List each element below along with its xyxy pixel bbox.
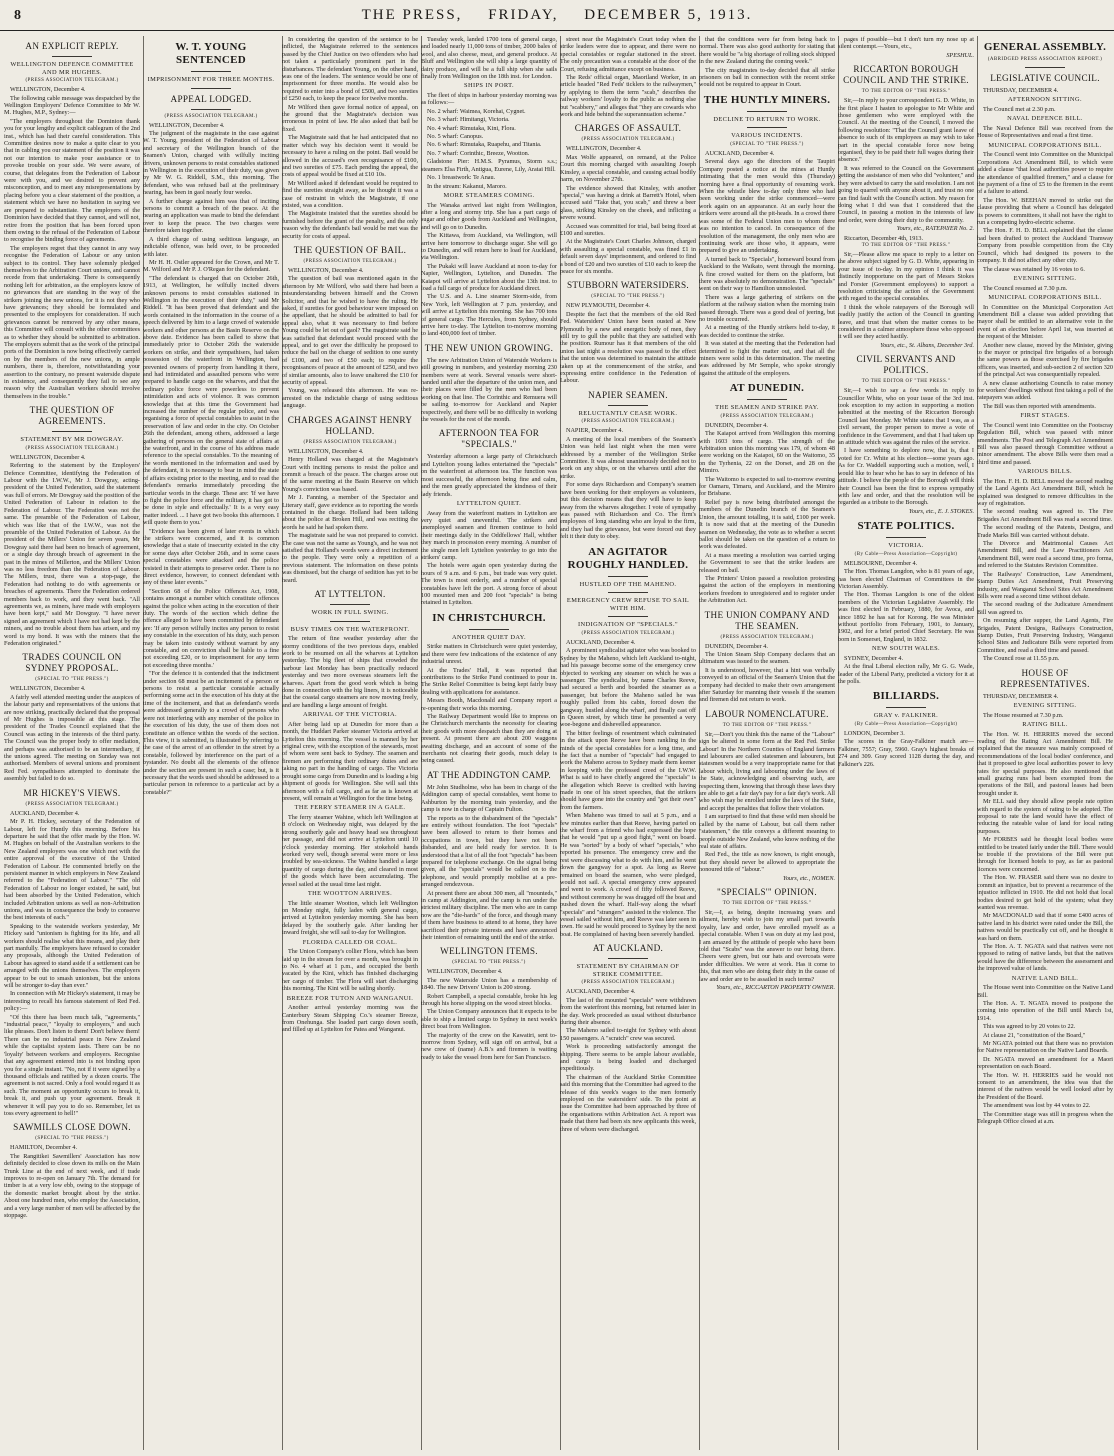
article-paragraph: The Naval Defence Bill was received from the House of Representatives and read a first time. bbox=[977, 125, 1113, 140]
masthead bbox=[0, 4, 1114, 31]
article-paragraph: The fleet of ships in harbour yesterday morning was as follows:— bbox=[421, 92, 557, 107]
article-paragraph: The Bill was then reported with amendments. bbox=[983, 402, 1096, 410]
article-paragraph: The judgment of the magistrate in the case against W. T. Young, president of the Federation of Labour and secretary of the Wellington branch of the Seamen's Union, charged with wilfully inciting drivers, unknown persons to resist constables stationed in Wellington in the execution of their duty, was given by Mr W. G. Riddell, S.M., this morning. The defendant, who was refused bail at the preliminary hearing, has been in gaol nearly four weeks. bbox=[143, 130, 279, 197]
section-divider bbox=[52, 431, 92, 432]
article-headline: CHARGES AGAINST HENRY HOLLAND. bbox=[287, 414, 413, 436]
article-paragraph: WELLINGTON, December 4. bbox=[288, 266, 364, 274]
article-paragraph: AUCKLAND, December 4. bbox=[566, 988, 636, 996]
article-headline: W. T. YOUNG SENTENCED bbox=[175, 41, 247, 66]
article-subheading: VARIOUS INCIDENTS. bbox=[731, 132, 803, 140]
column-6 bbox=[699, 36, 835, 1450]
article-paragraph: Another new clause, moved by the Minister, giving to the mayor or principal fire brigades of a borough the same powers as those exercised by fire brigades officers, was inserted, and sub-section 2 of section 320 of the principal Act was consequentially repealed. bbox=[977, 341, 1113, 379]
article-headline: APPEAL LODGED. bbox=[170, 93, 252, 104]
article-subheading: GRAY v. FALKINER. bbox=[873, 712, 939, 720]
article-subheading: VARIOUS BILLS. bbox=[1017, 468, 1073, 476]
article-paragraph: Referring to the statement by the Employers' Defence Committee, identifying the Federation of Labour with the I.W.W., Mr J. Dowgray, acting-president of the United Federation, said the statement was full of errors. Mr Dowgray said the position of the United Federation of Labour in relation to the Federation of Labour. The Federation was not the same. The preamble of the Federation of Labour, which was like that of the I.W.W., was not the preamble of the United Federation of Labour. As the president of the Millers' Union for seven years, Mr Dowgray said there had been no breach of agreement, or a single day through breach of agreement in the past in the mines of Millerton, and the Millers' Union was no less freedom than the Federation of Labour. The Millers, trust, there was a stop-page, the Federation had nothing to do with agreements or breaches of agreements. There the Federation ordered members back to work, and they went back. "All agreements we, as miners, have made with employers have been kept," said Mr Dowgray. "I have never signed an agreement which I have not had kept by the miners, and no trouble about them has arisen, and my word is my bond. It was with the miners that the Federation originated." bbox=[4, 462, 140, 647]
article-headline: THE HUNTLY MINERS. bbox=[703, 93, 831, 106]
article-subheading: STATEMENT BY MR DOWGRAY. bbox=[20, 436, 124, 444]
article-headline: RICCARTON BOROUGH COUNCIL AND THE STRIKE. bbox=[843, 64, 969, 86]
article-headline: NAPIER SEAMEN. bbox=[588, 389, 668, 400]
article-paragraph: The Maheno sailed to-night for Sydney with about 150 passengers. A "scratch" crew was secured. bbox=[560, 1027, 696, 1042]
paper-name: THE PRESS, bbox=[361, 7, 463, 23]
article-subheading: THE SEAMEN AND STRIKE PAY. bbox=[715, 404, 819, 412]
article-paragraph: The Hon. W. H. HERRIES said he would not consent to an amendment, the idea was that the interest of the natives would be well looked after by the President of the Board. bbox=[977, 1071, 1113, 1101]
article-paragraph: Sir,—Please allow me space to reply to a letter on the above subject signed by G. D. White, appearing in your issue of to-day. In my opinion I think it was distinctly inopportune on the part of Messrs Stokes and Forster (Government employees) to support a resolution criticising the action of the Government with regard to the special constables. bbox=[838, 250, 974, 303]
article-paragraph: In considering the question of the sentence to be inflicted, the Magistrate referred to the sentences passed by the Chief Justice on two offenders who had not taken a particularly prominent part in the disturbances. The defendant Young, on the other hand, was one of the leaders. The sentence would be one of imprisonment for three months. He would also be required to enter into a bond of £500, and two sureties of £250 each, to keep the peace for twelve months. bbox=[282, 36, 418, 103]
article-subheading: NEW SOUTH WALES. bbox=[871, 645, 941, 653]
column-3 bbox=[282, 36, 418, 1450]
article-paragraph: Gladstone Pier: H.M.S. Pyramus, Storm s.s.; steamers Elsa Firth, Antigua, Eurene, Lily, Aratai Hill. bbox=[421, 158, 557, 173]
letter-signature: Yours, etc., RATEPAYER No. 2. bbox=[896, 225, 974, 233]
article-paragraph: The second reading of the Judicature Amendment Bill was agreed to. bbox=[977, 601, 1113, 616]
dateline-source: (PRESS ASSOCIATION TELEGRAM.) bbox=[164, 113, 258, 119]
article-paragraph: The Hon. A. T. NGATA moved to postpone the coming into operation of the Bill until March 1st, 1914. bbox=[977, 999, 1113, 1022]
article-paragraph: No. 2 wharf: Waimea, Korehai, Cygnet. bbox=[427, 107, 526, 115]
article-paragraph: Red Fed., the title as now known, is right enough, but they should never be allowed to appropriate the honoured title of "labour." bbox=[699, 851, 835, 874]
article-headline: THE UNION COMPANY AND THE SEAMEN. bbox=[704, 609, 830, 631]
section-divider bbox=[747, 399, 787, 400]
article-headline: THE QUESTION OF BAIL. bbox=[293, 244, 407, 255]
article-paragraph: A turned back to "Specials", homeward bound from Auckland to the Waikato, went through the morning. A fine crowd waited for them on the platform, but there was absolutely no demonstration. The "specials" went on their way to Hamilton unmolested. bbox=[699, 255, 835, 293]
article-paragraph: Mr MACDONALD said that if some £400 acres of native land in his district were rated under the Bill, the natives would be practically cut off, and he thought it was hard on them. bbox=[977, 912, 1113, 942]
article-subheading: NATIVE LAND BILL. bbox=[1011, 974, 1079, 982]
article-paragraph: No. 3 wharf: Himitangi, Victoria. bbox=[427, 116, 510, 124]
article-subheading: IMPRISONMENT FOR THREE MONTHS. bbox=[147, 76, 275, 83]
article-paragraph: The Union Steam Ship Company declares that an ultimatum was issued to the seamen. bbox=[699, 650, 835, 666]
article-subheading: MUNICIPAL CORPORATIONS BILL. bbox=[988, 293, 1102, 301]
article-paragraph: Strike matters in Christchurch were quiet yesterday, and there were few indications of the existence of any industrial unrest. bbox=[421, 643, 557, 666]
article-paragraph: The Union Company announces that it expects to be able to ship a limited cargo to Sydney in next week's direct boat from Wellington. bbox=[421, 1008, 557, 1031]
article-subheading: INDIGNATION OF "SPECIALS." bbox=[578, 621, 678, 629]
article-subheading: RATING BILL. bbox=[1022, 720, 1068, 728]
article-paragraph: The Hon. Thomas Langdon, who is 81 years of age, has been elected Chairman of Committees in the Victorian Assembly. bbox=[838, 568, 974, 590]
article-headline: STUBBORN WATERSIDERS. bbox=[566, 280, 689, 291]
section-divider bbox=[886, 537, 926, 538]
article-paragraph: I think the whole ratepayers of the Borough will readily justify the action of the Council in granting leave, and trust that when the matter comes to be considered in a calmer atmosphere those who opposed it will see they acted hastily. bbox=[838, 303, 974, 341]
article-paragraph: The evidence showed that Kinsley, with another "special," was having a drink at Barrett's Hotel, when accused said "Take that, you scab," and threw a beer glass, striking Kinsley on the cheek, and inflicting a severe wound. bbox=[560, 184, 696, 222]
article-paragraph: Young, was released this afternoon. He was re-arrested on the indictable charge of using seditious language. bbox=[282, 387, 418, 410]
article-paragraph: The question of bail was mentioned again in the afternoon by Mr Wilford, who said there had been a misunderstanding between himself and the Crown Solicitor, and that he wished to have the ruling. He asked, if sureties for good behaviour were imposed on the appellant, that he should be admitted to bail for appeal also, what it was necessary to find before Young could be let out of gaol? The magistrate said he was satisfied that defendant would proceed with the appeal, and to get over the difficulty he proposed to reduce the bail on the charge of sedition to one surety of £100, and two of £50 each; to require the recognisances of peace at the amount of £250, and two of similar amounts, also to leave unaltered the £10 for security of appeal. bbox=[282, 275, 418, 387]
article-subheading: MUNICIPAL CORPORATIONS BILL. bbox=[988, 141, 1102, 149]
section-divider bbox=[608, 592, 648, 593]
article-paragraph: The last of the mounted "specials" were withdrawn from the waterfront this morning, but returned later in the day. Work proceeded as usual without disturbance during their absence. bbox=[560, 996, 696, 1026]
article-paragraph: The Council rose at 11.55 p.m. bbox=[983, 655, 1060, 663]
section-divider bbox=[330, 604, 370, 605]
article-paragraph: No. 4 wharf: Rimutaka, Kini, Flora. bbox=[427, 124, 516, 132]
article-paragraph: WELLINGTON, December 4. bbox=[10, 453, 86, 461]
article-paragraph: The amendment was lost by 44 votes to 22. bbox=[983, 1102, 1091, 1110]
article-paragraph: LONDON, December 3. bbox=[844, 730, 905, 737]
dateline-source: (SPECIAL TO "THE PRESS.") bbox=[452, 960, 526, 966]
section-divider bbox=[191, 71, 231, 72]
article-paragraph: Henry Holland was charged at the Magistrate's Court with inciting persons to resist the police and commit a breach of the peace. The charges arose out of the same meeting at the Basin Reserve on which Young's conviction was based. bbox=[282, 456, 418, 493]
article-subheading: THE FERRY STEAMER IN A GALE. bbox=[294, 804, 406, 812]
article-paragraph: In connection with Mr Hickey's statement, it may be interesting to recall his famous statement of Red Fed. policy:— bbox=[4, 990, 140, 1013]
article-paragraph: WELLINGTON, December 4. bbox=[149, 121, 225, 129]
article-paragraph: No. 1 breastwork: Te Anau. bbox=[427, 174, 496, 182]
article-paragraph: Mr J. Fanning, a member of the Spectator and Literary staff, gave evidence as to reporting the words contained in the charge. Holland had been talking about the police at Broken Hill, and was reciting the words he said he had spoken there. bbox=[282, 494, 418, 531]
column-4 bbox=[421, 36, 557, 1450]
article-headline: AT AUCKLAND. bbox=[592, 943, 664, 954]
article-paragraph: MELBOURNE, December 4. bbox=[844, 559, 918, 567]
article-paragraph: Sir,—I, as being, despite increasing years and ailment, hereby wish to join my small part towards loyalty, law and order, have enrolled myself as a special constable. When I was on duty at my last post, I am amazed by the attitude of people who have been told that "Scabs" was the answer to our being there. Cheers were given, but our hats and overcoats were under difficulties. We were at work. Has it come to this, that men who are doing their duty in the cause of law and order are to be assailed in such terms? bbox=[699, 908, 835, 983]
article-paragraph: Sir,—I wish to say a few words in reply to Councillor White, who on your issue of the 3rd inst. took exception to my action in supporting a motion submitted at the meeting of the Riccarton Borough Council last Monday. Mr White states that I was, as a civil servant, the proper person to move a vote of confidence in the Government, and that I had taken up an attitude which was against the rules of the service. bbox=[838, 387, 974, 447]
article-paragraph: The Reds' official organ, Maoriland Worker, in an article headed "Red Feds' ticklers to the railwaymen," by applying to them the term "scab," describes the railway workers' loyalty to the public as nothing else but "scabbery," and alleges that "they are cowards who work and hide behind the superannuation scheme." bbox=[560, 74, 696, 119]
article-paragraph: Mr John Studholme, who has been in charge of the Addington camp of special constables, went home to Ashburton by the morning train yesterday, and the camp is now in charge of Captain Fulton. bbox=[421, 783, 557, 814]
article-paragraph: No. 5 wharf: Canopus. bbox=[427, 133, 484, 141]
article-paragraph: Mr NGATA pointed out that there was no provision for Native representation on the Native Land Boards. bbox=[977, 1040, 1113, 1055]
article-paragraph: Mr H. H. Ostler appeared for the Crown, and Mr T. M. Wilford and Mr P. J. O'Regan for the defendant. bbox=[143, 258, 279, 274]
article-paragraph: The clause was retained by 16 votes to 6. bbox=[983, 265, 1085, 273]
article-paragraph: The city magistrates to-day decided that all strike prisoners on bail in connection with the recent strike would not be required to appear in Court. bbox=[699, 66, 835, 89]
article-paragraph: DUNEDIN, December 4. bbox=[705, 421, 768, 429]
article-paragraph: The ferry steamer Wahine, which left Wellington at 8 o'clock on Wednesday night, was delayed by the strong southerly gale and heavy head sea throughout her passage, and did not arrive at Lyttelton until 10 o'clock yesterday morning. Her stokehold hands worked very well, though several were more or less troubled by sea-sickness. The Wahine handled a large quantity of cargo during the day, and cleared in most of the goods which have been accumulating. The vessel sailed at the usual time last night. bbox=[282, 813, 418, 888]
article-paragraph: WELLINGTON, December 4. bbox=[288, 447, 364, 455]
dateline-source: TO THE EDITOR OF "THE PRESS." bbox=[861, 242, 951, 248]
article-paragraph: NAPIER, December 4. bbox=[566, 427, 624, 435]
article-headline: THE NEW UNION GROWING. bbox=[424, 342, 554, 353]
article-headline: AFTERNOON TEA FOR "SPECIALS." bbox=[438, 428, 540, 450]
article-paragraph: The Divorce and Matrimonial Causes Act Amendment Bill, and the Law Practitioners Act Amendment Bill, were read a second time, pro forma, and referred to the Statutes Revision Committee. bbox=[977, 540, 1113, 570]
letter-signature: Yours, etc., St. Albans, December 3rd. bbox=[880, 341, 974, 349]
article-paragraph: Mr FORBES said he thought local bodies were entitled to be treated fairly under the Bill. There would be trouble if the provisions of the Bill were put through for licensed hotels to pay, as far as pastoral licences were concerned. bbox=[977, 836, 1113, 873]
article-headline: STATE POLITICS. bbox=[857, 520, 955, 533]
dateline-source: (PRESS ASSOCIATION TELEGRAM.) bbox=[581, 137, 675, 143]
article-paragraph: At a meeting of the Huntly strikers held to-day, it was decided to continue the strike. bbox=[699, 324, 835, 339]
article-paragraph: The Hon. W. FRASER said there was no desire to commit an injustice, but to prevent a recurrence of the injustice inflicted in 1910. He did not hold that local bodies desired to get hold of the system; what they wanted was revenue. bbox=[977, 874, 1113, 911]
section-divider bbox=[1025, 67, 1065, 68]
article-paragraph: DUNEDIN, December 4. bbox=[705, 642, 768, 650]
article-paragraph: WELLINGTON, December 4. bbox=[10, 86, 86, 94]
article-paragraph: The Railways' Construction, Law Amendment, Stamp Duties Act Amendment, Fruit Preserving Industry, and Wanganui School Sites Act Amendment Bills were read a second time without debate. bbox=[977, 570, 1113, 600]
article-paragraph: HAMILTON, December 4. bbox=[10, 1144, 78, 1152]
page-number: 8 bbox=[14, 8, 21, 23]
article-paragraph: In the stream: Kakanui, Maroro. bbox=[427, 182, 507, 190]
article-paragraph: A new clause authorising Councils to raise money for workers' dwellings without first taking a poll of the ratepayers was added. bbox=[977, 379, 1113, 402]
article-paragraph: Speaking to the waterside workers yesterday, Mr Hickey said "unionism is fighting for its life, and all workers should realise what this means, and play their part manfully. The employers have refused to consider any proposals, although the United Federation of Labour has agreed to stand aside if a settlement can be arranged with the unions themselves. The employers appear to be out to smash unionism, but the unions will be stronger to-day than ever." bbox=[4, 922, 140, 990]
article-subheading: EVENING SITTING. bbox=[1013, 274, 1077, 282]
column-2 bbox=[143, 36, 279, 1450]
article-paragraph: Accused was committed for trial, bail being fixed at £100 and sureties. bbox=[560, 222, 696, 237]
dateline-source: (PRESS ASSOCIATION TELEGRAM.) bbox=[25, 78, 119, 84]
article-paragraph: NEW PLYMOUTH, December 4. bbox=[566, 302, 650, 310]
issue-date: DECEMBER 5, 1913. bbox=[584, 7, 753, 23]
column-7 bbox=[838, 36, 974, 1450]
article-subheading: EVENING SITTING. bbox=[1013, 701, 1077, 709]
article-paragraph: The Railway Department would like to impress on the Christchurch merchants the necessity for clearing their goods with more despatch than they are doing at present. At present there are about 200 waggons awaiting discharge, and an account of some of the merchants not clearing their goods, much delay is being caused. bbox=[421, 713, 557, 765]
article-paragraph: Messrs Booth, Macdonald and Company report a re-opening their works this morning. bbox=[421, 697, 557, 712]
article-paragraph: The Hon. W. BEEHAN moved to strike out the clause providing that where a Council has delegated its powers to committees, it shall not have the right to run a competing hydro-electric scheme. bbox=[977, 196, 1113, 227]
article-subheading: STATEMENT BY CHAIRMAN OF STRIKE COMMITTEE. bbox=[576, 963, 680, 978]
article-paragraph: The Committee stage was still in progress when the Telegraph Office closed at a.m. bbox=[977, 1110, 1113, 1126]
article-paragraph: The second reading of the Patents, Designs, and Trade Marks Bill was carried without debate. bbox=[977, 524, 1113, 539]
article-paragraph: At clause 21, "constitution of the Board," bbox=[983, 1031, 1086, 1039]
article-headline: AN EXPLICIT REPLY. bbox=[25, 41, 119, 51]
section-divider bbox=[52, 56, 92, 57]
article-subheading: HUSTLED OFF THE MAHENO. bbox=[579, 580, 677, 588]
article-subheading: AFTERNOON SITTING. bbox=[1008, 96, 1082, 104]
column-1 bbox=[4, 36, 140, 1450]
article-paragraph: street near the Magistrate's Court today when the strike leaders were due to appear, and there were no special constables or regular stationed in the street. The only precaution was a constable at the door of the Court, refusing admittance except on business. bbox=[560, 36, 696, 73]
article-paragraph: A meeting of the local members of the Seamen's Union was held last night when the men were addressed by a member of the Wellington Strike Committee. It was almost unanimously decided not to work on any ships, or on the wharves until after the strike. bbox=[560, 435, 696, 480]
article-headline: HOUSE OF REPRESENTATIVES. bbox=[1000, 667, 1090, 689]
article-paragraph: The Wanaka arrived last night from Wellington, after a long and stormy trip. She has a part cargo of sugar and other goods from Auckland and Wellington, and will go on to Dunedin. bbox=[421, 201, 557, 231]
article-paragraph: At present there are about 300 men, all "mounteds," in camp at Addington, and the camp is run under the strictest military discipline. The men who are in camp now are the "die-hards" of the force, and though many of them have business to attend to at home, they have sacrificed their private interests and have announced their intention of remaining until the end of the strike. bbox=[421, 889, 557, 941]
letter-signature: SPESHUL. bbox=[946, 51, 974, 59]
article-paragraph: The Waitomo is expected to sail to-morrow evening for Oamaru, Timaru, and Auckland, and the Mimiro for Brisbane. bbox=[699, 475, 835, 498]
article-paragraph: Relief pay is now being distributed amongst the members of the Dunedin branch of the Seamen's Union, the amount totalling, it is said, £100 per week. It is now said that at the meeting of the Dunedin seamen on Wednesday, the vote as to whether a secret ballot should be taken on the question of a return to work was defeated. bbox=[699, 498, 835, 551]
dateline-source: (PRESS ASSOCIATION TELEGRAM.) bbox=[581, 980, 675, 986]
article-paragraph: There was a large gathering of strikers on the platform at the railway station when the morning train passed through. There was a good deal of jeering, but no trouble occurred. bbox=[699, 293, 835, 323]
article-paragraph: It was referred to the Council on the Government getting the assistance of men who did "volunteer," and they were advised to carry the said resolution. I am not going to quarrel with anyone about it, and trust no one can find fault with the Council's action. My reason for doing what I did was that I considered that the Council, in passing a motion in the interests of law and order, were doing their duty to the community. bbox=[838, 164, 974, 224]
section-divider bbox=[886, 707, 926, 708]
section-divider bbox=[330, 621, 370, 622]
article-paragraph: A further charge against him was that of inciting persons to commit a breach of the peace. At the hearing an application was made to bind the defendant over to keep the peace. The two charges were therefore taken together. bbox=[143, 197, 279, 235]
article-paragraph: The following cable message was despatched by the Wellington Employers' Defence Committee to Mr W. M. Hughes, M.P., Sydney:— bbox=[4, 94, 140, 117]
article-subheading: WELLINGTON DEFENCE COMMITTEE AND MR HUGHES. bbox=[10, 61, 134, 76]
dateline-source: TO THE EDITOR OF "THE PRESS." bbox=[722, 722, 812, 728]
dateline-source: (SPECIAL TO "THE PRESS.") bbox=[730, 142, 804, 148]
article-paragraph: WELLINGTON, December 4. bbox=[10, 685, 86, 693]
article-paragraph: AUCKLAND, December 4. bbox=[10, 809, 80, 817]
article-paragraph: The new Waterside Union has a membership of 1840. The new Drivers' Union is 200 strong. bbox=[421, 976, 557, 992]
dateline-source: (By Cable—Press Association—Copyright) bbox=[854, 722, 958, 727]
article-paragraph: THURSDAY, DECEMBER 4. bbox=[983, 87, 1059, 94]
article-paragraph: Several days ago the directors of the Taupiri Company posted a notice at the mines at Huntly intimating that the men would this (Thursday) morning have a final opportunity of resuming work. When the whistle blew to-day only three who had been working under the strike commenced—were work again on an appearance. At an early hour the strikers were around all the pit-heads. In a crowd there was some of the Federal Union men to whom there was no intention to cancel. In consequence of the resolution of the management, the only men who are continuing work are those who, it appears, were prepared to give an undertaking. bbox=[699, 158, 835, 255]
section-divider bbox=[608, 616, 648, 617]
article-subheading: DECLINE TO RETURN TO WORK. bbox=[713, 115, 821, 123]
article-paragraph: The Printers' Union passed a resolution protesting against the action of the employers in mentioning workers freedom to unregistered and to register under the Arbitration Act. bbox=[699, 574, 835, 605]
article-paragraph: When Maheno was timed to sail at 5 p.m., and a few minutes earlier than that Reeve, having parted on the wharf from a friend who had expressed the hope that he would "put up a good fight," went on board. He was "sorted" by a body of wharf "specials," who reported his presence. The emergency crew and the rest were discussing what to do with him, and he went down the gangway for a spot. As long as Reeve remained on board the seamen, who were pledged, would not sail. A special emergency crew appeared and went to work. A crowd of fifty followed Reeve, and without ceremony he was dragged off the boat and pushed down the wharf. Half-way along the wharf "specials" and "strangers" assisted in the violence. The vessel sailed without him, and Reeve was later seen in town. He said he would proceed to Sydney by the next boat. He complained of having been severely handled. bbox=[560, 812, 696, 938]
section-divider bbox=[608, 576, 648, 577]
dateline-source: (PRESS ASSOCIATION TELEGRAM.) bbox=[720, 413, 814, 419]
article-headline: LEGISLATIVE COUNCIL. bbox=[990, 73, 1100, 83]
article-paragraph: A third charge of using seditious language, an indictable offence, was held over, to be proceeded with later. bbox=[143, 235, 279, 258]
article-paragraph: WELLINGTON, December 4. bbox=[566, 145, 642, 153]
letter-signature: Yours, etc., NOMEN. bbox=[782, 874, 835, 882]
letter-signature: Yours, etc., E. J. STOKES. bbox=[909, 507, 974, 515]
article-paragraph: Max Wolfe appeared, on remand, at the Police Court this morning charged with assaulting Joseph Kinsley, a special constable, and causing actual bodily harm, on November 27th. bbox=[560, 153, 696, 184]
article-headline: TRADES COUNCIL ON SYDNEY PROPOSAL. bbox=[22, 652, 122, 674]
article-paragraph: Another arrival yesterday morning was the Canterbury Steam Shipping Co.'s steamer Breeze, from Onehunga. She loaded part cargo down south, and filled up at Lyttelton for Patea and Wanganui. bbox=[282, 1004, 418, 1034]
dateline-source: (PRESS ASSOCIATION TELEGRAM.) bbox=[303, 439, 397, 445]
article-subheading: ANOTHER QUIET DAY. bbox=[451, 633, 526, 641]
article-paragraph: Mr Wilford then gave formal notice of appeal, on the ground that the Magistrate's decision was erroneous in point of law. He also asked that bail be fixed. bbox=[282, 103, 418, 133]
letter-signature: Yours, etc., RICCARTON PROPERTY OWNER. bbox=[716, 984, 835, 991]
dateline-source: TO THE EDITOR OF "THE PRESS." bbox=[861, 379, 951, 385]
article-paragraph: The Kittawa, from Auckland, via Wellington, will arrive here tomorrow to discharge sugar. She will go to Dunedin, and will return here to load for Auckland, via Wellington. bbox=[421, 232, 557, 262]
section-divider bbox=[191, 88, 231, 89]
article-paragraph: At a mass meeting a resolution was carried urging the Government to see that the strike leaders are released on bail. bbox=[699, 551, 835, 574]
article-paragraph: Robert Campbell, a special constable, broke his leg through his horse slipping on the wood street blocks. bbox=[421, 992, 557, 1008]
article-subheading: FLORIDA CALLED OR COAL. bbox=[302, 938, 398, 946]
article-paragraph: The Hon. A. T. NGATA said that natives were not opposed to rating of native lands, but that the natives would have the difference between the assessment and the improved value of lands. bbox=[977, 942, 1113, 973]
article-paragraph: For some days Richardson and Company's seamen have been working for their employers as volunteers, but this decision means that they will have to keep away from the wharves altogether. I vote of sympathy was passed with Richardson and Co. The firm's employees of long standing who are loyal to the firm, and they had the grievance, but were forced out they felt it their duty to obey. bbox=[560, 481, 696, 541]
article-subheading: EMERGENCY CREW REFUSE TO SAIL WITH HIM. bbox=[566, 597, 690, 612]
section-divider bbox=[608, 958, 648, 959]
article-headline: CHARGES OF ASSAULT. bbox=[574, 123, 682, 134]
article-headline: BILLIARDS. bbox=[872, 690, 940, 703]
article-headline: CIVIL SERVANTS AND POLITICS. bbox=[856, 354, 956, 376]
article-subheading: MORE STEAMERS COMING. bbox=[443, 191, 535, 199]
article-subheading: BUSY TIMES ON THE WATERFRONT. bbox=[290, 625, 410, 633]
article-paragraph: WELLINGTON, December 4. bbox=[427, 968, 503, 976]
article-subheading: ARRIVAL OF THE VICTORIA. bbox=[302, 711, 398, 719]
section-divider bbox=[469, 629, 509, 630]
article-paragraph: After being laid up at Dunedin for more than a month, the Huddart Parker steamer Victoria arrived at Lyttelton this morning. The vessel is manned by her original crew, with the exception of the stewards, most of whom were sent back to Sydney. The seamen and firemen are performing their ordinary duties and are taking no part in the handling of cargo. The Victoria brought some cargo from Dunedin and is loading a big shipment of goods for Wellington. She will sail this afternoon with a full cargo, and as far as is known at present, will remain at Wellington for the time being. bbox=[282, 720, 418, 802]
article-paragraph: Riccarton, December 4th, 1913. bbox=[844, 234, 924, 242]
article-paragraph: AUCKLAND, December 4. bbox=[705, 150, 775, 158]
article-headline: "SPECIALS'" OPINION. bbox=[717, 886, 817, 897]
dateline-source: (PRESS ASSOCIATION TELEGRAM.) bbox=[25, 801, 119, 807]
article-paragraph: "The defendant is charged that on October 26th, 1913, at Wellington, he wilfully incited divers unknown persons to resist constables stationed in Wellington in the execution of their duty," said Mr Riddell. "It has been proved that defendant and the words contained in the information in the course of a speech delivered by him to a large crowd of waterside workers and other persons at the Basin Reserve on the above date. Evidence has been called to show that immediately prior to October 26th the waterside workers on strike, and their sympathisers, had taken possession of the waterfront in Wellington, had prevented owners of property from handling it there, and had intimidated and assaulted persons who were prepared to handle cargo on the wharves, and that the ordinary police force were powerless to prevent intimidation and acts of violence. It was common knowledge that at this time the Government had increased the number of the regular police, and was organising a force of special constables to assist in the preservation of law and order in the city. On October 26th the defendant, among others, addressed a large gathering of persons on the general state of affairs at the waterfront, and in the course of his address made reference to the special constables. To the meaning of the words mentioned in the information and used by the defendant, it is necessary to bear in mind the state of affairs existing prior to the meeting, and to read the defendant's remarks immediately preceding the particular words in the charge. These are: 'If we have to fight the police force and the military, it has got to be done in style and effectually.' It is a very easy matter indeed. ... I have got two books this afternoon. I will quote them to you.' bbox=[143, 274, 279, 527]
article-paragraph: The Pukaki will leave Auckland at noon to-day for Napier, Wellington, Lyttelton, and Dunedin. The Kaiapoi will arrive at Lyttelton about the 13th inst. to load a full cargo of produce for Auckland direct. bbox=[421, 262, 557, 292]
article-paragraph: This was agreed to by 20 votes to 22. bbox=[983, 1023, 1076, 1031]
article-paragraph: The return of fine weather yesterday after the stormy conditions of the two previous days, enabled work to be resumed on all the wharves at Lyttelton yesterday. The big fleet of ships that crowded the harbour last Monday has been practically reduced yesterday and two more overseas steamers left the wharves. Apart from the good work which is being done in connection with the big liners, it is noticeable that the coastal cargo steamers are now moving freely, and are handling a large amount of freight. bbox=[282, 635, 418, 709]
article-paragraph: Sir,—Don't you think this the name of the "Labour" sign be altered in some form at the Red Fed. Strike Labour! In the Northern Counties of England farmers and labourers are called statesmen and labourers, but statesmen would be a very inappropriate name for that labour which, living and labouring under the laws of the State, acknowledging and observing such, are respecting them, knowing that through these laws they are able to get a fair day's pay for a fair day's work. All who wish may be enrolled under the laws of the State, and accept the penalties that follow their violation. bbox=[699, 730, 835, 812]
article-paragraph: The House went into Committee on the Native Land Bill. bbox=[977, 984, 1113, 999]
article-paragraph: A prominent syndicalist agitator who was booked to Sydney by the Maheno, which left Auckland to-night, had his passage become some of the emergency crew objected to working any steamer on which he was a passenger. The syndicalist, by name Charles Reeve, had secured a berth and boarded the steamer as a passenger, but before the Maheno sailed he was roughly pulled from his cabin, forced down the gangway, hustled along the wharf, and finally cast off in Queen street, by which time he presented a very woe-begone and dishevelled appearance. bbox=[560, 647, 696, 729]
article-paragraph: The Council resumed at 7.30 p.m. bbox=[983, 284, 1068, 292]
article-paragraph: "Section 68 of the Police Offences Act, 1908, contains amongst a number which constitute offences against the police when acting in the execution of their duty. The words of the section which define the offence alleged to have been committed by defendant are: 'If any person wilfully incites any person to resist any constable in the execution of his duty, such person may be taken into custody without warrant by any constable, and on conviction shall be liable to a fine not exceeding £20, or to imprisonment for any term not exceeding three months.' bbox=[143, 587, 279, 669]
article-headline: THE QUESTION OF AGREEMENTS. bbox=[29, 405, 115, 427]
article-paragraph: At the Trades' Hall, it was reported that contributions to the Strike Fund continued to pour in. The Strike Relief Committee is being kept fairly busy dealing with applications for assistance. bbox=[421, 666, 557, 696]
article-headline: AT DUNEDIN. bbox=[729, 382, 805, 395]
article-paragraph: No. 7 wharf: Corinthic, Breeze, Wootton. bbox=[427, 149, 530, 157]
article-paragraph: The second reading was agreed to. The Fire Brigades Act Amendment Bill was read a second time. bbox=[977, 508, 1113, 523]
article-subheading: FIRST STAGES. bbox=[1020, 412, 1070, 420]
article-paragraph: The little steamer Wootton, which left Wellington on Monday night, fully laden with general cargo, arrived at Lyttelton yesterday morning. She has been delayed by the southerly gale. After landing her inward freight, she will sail to-day for Wellington. bbox=[282, 899, 418, 937]
article-paragraph: The Magistrate insisted that the sureties should be furnished before the grant of the penalty, and the only reason why the defendant's bail would be met was the security for costs of appeal. bbox=[282, 210, 418, 240]
article-headline: IN CHRISTCHURCH. bbox=[432, 611, 546, 624]
dateline-source: (ABRIDGED PRESS ASSOCIATION REPORT.) bbox=[987, 57, 1103, 62]
article-paragraph: pages if possible—but I don't turn my nose up at silent contempt.—Yours, etc., bbox=[838, 36, 974, 51]
article-paragraph: The U.S. and A. Line steamer Storm-side, from New York, left Wellington at 7 p.m. yesterday, and will arrive at Lyttelton this morning. She has 700 tons of general cargo. The Hercules, from Sydney, should arrive here to-day. The Lyttelton to-morrow morning to land 400,000 feet of timber. bbox=[421, 293, 557, 338]
article-paragraph: "Of this there has been much talk, "agreements," "industrial peace," "loyalty to employers," and such like phrases. Don't listen to them! Don't believe them! There can be no industrial peace in New Zealand while the capitalist system lasts. There can be no 'loyalty' between workers and employers. Recognise that any agreement entered into is not binding upon you for a single instant. "No, not if it were signed by a thousand officials and ratified by a dozen courts. The agreement is not sacred. Only a fool would regard it as such. The moment an opportunity occurs to break it, break it, and push up your agreement. Break it whenever it will pay you to do so. Remember, let us toss every agreement to hell!" bbox=[4, 1013, 140, 1117]
section-divider bbox=[747, 127, 787, 128]
dateline-source: (SPECIAL TO "THE PRESS.") bbox=[35, 1136, 109, 1142]
article-paragraph: The Council went into Committee on the Municipal Corporations Act Amendment Bill, to which were added a clause "that local authorities power to require the attendance of qualified firemen," and a clause for the payment of a fine of £5 to the firemen in the event of a failure to attend. bbox=[977, 151, 1113, 196]
article-paragraph: The majority of the crew on the Kawatiri, sent to-morrow from Sydney, will sign off on arrival, but a new crew of (name) A.B.'s and firemen is waiting ready to take the vessel from here for San Francisco. bbox=[421, 1031, 557, 1061]
article-paragraph: "Evidence has been given of later events in which the strikers were concerned, and it is common knowledge that a state of insecurity existed in the city for some days after October 26th, and in some cases special constables were attacked and the police resisted in their attempts to preserve order. There is no direct evidence, however, to connect defendant with any of these later events." bbox=[143, 527, 279, 587]
dateline-source: (PRESS ASSOCIATION TELEGRAM.) bbox=[720, 634, 814, 640]
dateline-source: TO THE EDITOR OF "THE PRESS." bbox=[722, 900, 812, 906]
article-subheading: WORK IN FULL SWING. bbox=[311, 609, 389, 616]
article-headline: WELLINGTON ITEMS. bbox=[440, 946, 538, 957]
dateline-source: TO THE EDITOR OF "THE PRESS." bbox=[861, 89, 951, 95]
article-paragraph: The Magistrate said that he had anticipated that no matter which way his decision went it would be necessary to have a ruling on the point. Bail would be allowed in the accused's own recognisance of £100, and two sureties of £75. Each pending the appeal, the costs of appeal would be fixed at £10 10s. bbox=[282, 134, 418, 179]
dateline-source: (By Cable—Press Association—Copyright) bbox=[854, 551, 958, 557]
article-paragraph: The scores in the Gray-Falkiner match are—Falkiner, 7557; Gray, 5960. Gray's highest breaks of 274 and 309. Gray scored 1128 during the day, and Falkiner's 226. bbox=[838, 738, 974, 768]
column-8 bbox=[977, 36, 1113, 1450]
article-paragraph: THURSDAY, DECEMBER 4. bbox=[983, 692, 1059, 700]
article-subheading: LYTTELTON QUIET. bbox=[456, 499, 522, 507]
article-paragraph: It is understood, however, that a hint was verbally conveyed to an official of the Seamen's Union that the company had decided to make their own arrangement after Saturday for manning their vessels if the seamen and firemen did not return to work. bbox=[699, 666, 835, 704]
article-headline: SAWMILLS CLOSE DOWN. bbox=[13, 1122, 131, 1133]
article-paragraph: The magistrate said he was not prepared to convict. The case was not the same as Young's, and he was not satisfied that Holland's words were a direct incitement to the people. They were only a repetition of a previous statement. The information on these points was dismissed, but the charge of sedition has yet to be heard. bbox=[282, 532, 418, 584]
article-paragraph: The new Arbitration Union of Waterside Workers is still growing in numbers, and yesterday morning 230 members were at work. Several vessels were short-handed until after the departure of the union men, and their places were filled by the men who had been working on that line. The Corinthic and Remuera will be sailing to-morrow for Auckland and Napier respectively, and there will be no difficulty in working the vessels for the rest of the month. bbox=[421, 356, 557, 424]
article-paragraph: The Hon. Thomas Langdon is one of the oldest members of the Victorian Legislative Assembly. He was first elected in February, 1880, for Avoca, and since 1892 he has sat for Korong. He was Minister without portfolio from February, 1901, to January, 1902, and for a brief period Chief Secretary. He was born in Somerset, England, in 1832. bbox=[838, 591, 974, 643]
dateline-source: (SPECIAL TO "THE PRESS.") bbox=[35, 677, 109, 683]
article-paragraph: Sir,—In reply to your correspondent G. D. White, in the first place I hasten to apologise to Mr White and those gentlemen who were employed with the Council. At the meeting of the Council, I moved the following resolution: "That the Council grant leave of absence to such of its employees as may wish to take part in the special constable force now being organised, they to be paid their full wages during their absence." bbox=[838, 97, 974, 164]
article-subheading: RELUCTANTLY CEASE WORK. bbox=[578, 409, 678, 417]
article-subheading: BREEZE FOR TUTON AND WANGANUI. bbox=[286, 994, 414, 1002]
article-paragraph: "For the defence it is contended that the indictment under section 68 must be an incitement of a person or persons to resist a particular constable actually performing some act in the execution of his duty at the time of the incitement, and that as defendant's words were addressed generally to a crowd of persons who were not interfering with any member of the police in the execution of his duty, the use of them does not constitute an offence within the words of the section. This view, it is submitted, is illustrated by referring to the case of the arrest of an offender in the street by a constable, followed by interference on the part of a bystander. No doubt all the elements of the offence under the section are present in such a case; but, is it necessary that the words used should be addressed to a particular person in reference to a particular act by a constable?" bbox=[143, 670, 279, 796]
article-paragraph: At the final Liberal election rally, Mr G. G. Wade, leader of the Liberal Party, predicted a victory for it at the polls. bbox=[838, 663, 974, 685]
article-paragraph: The Hon. F. H. D. BELL explained that the clause had been drafted to protect the Auckland Tramway Company from possible competition from the City Council, which had designed its powers to the company. It did not affect any other city. bbox=[977, 227, 1113, 265]
article-paragraph: In Committee on the Municipal Corporation Act Amendment Bill a clause was added providing that mayor shall be entitled to an alternative vote in the event of an election before April 1st, was inserted at the request of the Minister. bbox=[977, 303, 1113, 341]
article-paragraph: The Council went into Committee on the Footscray Regulation Bill, which was passed with minor amendments. The Post and Telegraph Act Amendment Bill was also passed through Committee without a minor amendment. The above Bills were then read a third time and passed. bbox=[977, 421, 1113, 466]
section-divider bbox=[608, 405, 648, 406]
article-paragraph: Despite the fact that the members of the old Red Fed. Watersiders' Union have been ousted at New Plymouth by a new and energetic body of men, they still try to gull the public that they are satisfied with the position. Rumour has it that members of the old union last night a resolution was passed to the effect that the union was determined to maintain the attitude taken up at the commencement of the strike, and expressing entire confidence in the Federation of Labour. bbox=[560, 310, 696, 385]
article-subheading: THE WOOTTON ARRIVES. bbox=[307, 889, 393, 897]
article-paragraph: At the Magistrate's Court Charles Johnson, charged with assaulting a special constable, was fined £1 in default seven days' imprisonment, and ordered to find a bond of £20 and two sureties of £10 each to keep the peace for six months. bbox=[560, 238, 696, 275]
dateline-source: (PRESS ASSOCIATION TELEGRAM.) bbox=[581, 630, 675, 636]
article-paragraph: The employers regret that they cannot in any way recognise the Federation of Labour or any union subject to its control. They have solemnly pledged themselves to the Arbitration Court unions, and cannot recede from that undertaking. There is consequently nothing left for arbitration, as the employers know of no grievances that are standing in the way of the strikers joining the new unions, for it is not they who have grievances; they should be formulated and presented to the employers for consideration. If such grievances cannot be removed by any other means, this Committee will consult with the other committees as to whether they should be submitted to arbitration. The employers submit that as the work of the principal ports of the Dominion is now being effectively carried on by the members of the new unions, in ample numbers, there is, therefore, notwithstanding your assertion to the contrary, no present waterside dispute in existence, and consequently they fail to see any reason why the Australian workers should involve themselves in the trouble." bbox=[4, 244, 140, 400]
column-5 bbox=[560, 36, 696, 1450]
article-headline: AN AGITATOR ROUGHLY HANDLED. bbox=[567, 545, 689, 571]
dateline-source: (PRESS ASSOCIATION TELEGRAM.) bbox=[25, 445, 119, 451]
article-paragraph: Mr Wilford asked if defendant would be required to find the sureties straight away, as he thought it was a case of restraint in which the Magistrate, if one existed, was a condition. bbox=[282, 179, 418, 209]
article-headline: GENERAL ASSEMBLY. bbox=[983, 41, 1107, 53]
dateline-source: (PRESS ASSOCIATION TELEGRAM.) bbox=[581, 419, 675, 425]
article-paragraph: The Rangitikei Sawmillers' Association has now definitely decided to close down its mills on the Main Trunk Line at the end of next week, and if trade improves to re-open on January 7th. The demand for timber is at a very low ebb, owing to the stoppage of the domestic market brought about by the strike. About one hundred men, who employ the Association, and a very large number of men will be affected by the stoppage. bbox=[4, 1152, 140, 1219]
article-paragraph: The hotels were again open yesterday during the hours of 9 a.m. and 6 p.m., but trade was very quiet. The town is most orderly, and a number of special constables have left the port. A strong force of about 100 mounted men and 200 foot "specials" is being retained in Lyttelton. bbox=[421, 562, 557, 607]
article-headline: LABOUR NOMENCLATURE. bbox=[705, 708, 829, 719]
article-paragraph: Tuesday week, landed 1700 tons of general cargo, and loaded nearly 11,000 tons of timber, 2000 bales of wool, and also cheese, meat, and general produce. At Bluff and Wellington she will ship a large quantity of dairy produce, and will be a full ship when she sails finally from Wellington on the 18th inst. for London. bbox=[421, 36, 557, 81]
article-paragraph: that the conditions were far from being back to normal. There was also good authority for stating that there would be "a big shortage of rolling stock shipped in the new Zealand during the coming week." bbox=[699, 36, 835, 66]
article-paragraph: SYDNEY, December 4. bbox=[844, 654, 903, 662]
article-paragraph: Dr. NGATA moved an amendment for a Maori representation on each Board. bbox=[977, 1055, 1113, 1071]
section-divider bbox=[191, 109, 231, 110]
article-paragraph: The chairman of the Auckland Strike Committee said this morning that the Committee had agreed to the release of this week's wages to the men formerly employed on the watersiders' side. To the point at issue the Committee had been approached by three of the organisations within Arbitration Act. A report was made that there had been six new applicants this week, three of whom were discharged. bbox=[560, 1073, 696, 1133]
article-paragraph: I am surprised to find that these wild men should be called by the name of Labour, but call them rather "statesmen," the title conveys a different meaning to people outside New Zealand, who know nothing of the real state of affairs. bbox=[699, 813, 835, 850]
article-paragraph: It was stated at the meeting that the Federation had determined to fight the matter out, and that all the miners were solid in this determination. The meeting was addressed by Mr Semple, who spoke strongly against the attitude of the employers. bbox=[699, 340, 835, 377]
article-paragraph: I have something to deplore now, that is, that I voted for Cr. White at his election—some years ago. As for Cr. Waddell supporting such a motion, well, I would like to hear who he has to say in defence of his attitude. I believe the people of the Borough will think their Council has been the first to express sympathy with law and order, and that the resolution will be regarded as a tribute to the Borough. bbox=[838, 447, 974, 507]
article-subheading: NAVAL DEFENCE BILL. bbox=[1007, 115, 1083, 123]
masthead-line bbox=[0, 7, 1114, 24]
weekday: FRIDAY, bbox=[488, 7, 559, 23]
dateline-source: (SPECIAL TO "THE PRESS.") bbox=[591, 294, 665, 300]
article-headline: AT THE ADDINGTON CAMP. bbox=[426, 769, 551, 780]
article-subheading: SHIPS IN PORT. bbox=[463, 82, 515, 90]
article-paragraph: The Kaiapoi arrived from Wellington this morning with 1603 tons of cargo. The strength of the Arbitration union this morning was 179, of whom 48 were working on the Kaiapoi, 60 on the Waitomo, 35 on the Tyrhenia, 22 on the Dorset, and 28 on the Mimiro. bbox=[699, 430, 835, 475]
article-paragraph: The Council met at 2.30 p.m. bbox=[983, 106, 1056, 113]
article-paragraph: Mr ELL said they should allow people rate option with regard to the system of rating to be adopted. The proposal to rate the land would have the effect of reducing the rateable value of land for local rating purposes. bbox=[977, 798, 1113, 835]
dateline-source: (PRESS ASSOCIATION TELEGRAM.) bbox=[303, 258, 397, 264]
article-paragraph: No. 6 wharf: Rimutaka, Ruapehu, and Titania. bbox=[427, 141, 542, 149]
article-paragraph: Work is proceeding satisfactorily amongst the shipping. There seems to be ample labour available, and cargo is being loaded and discharged expeditiously. bbox=[560, 1043, 696, 1073]
article-paragraph: Yesterday afternoon a large party of Christchurch and Lyttelton young ladies entertained the "specials" on the waterfront at afternoon tea. The function was most successful, the afternoon being fine and calm, and the men greatly appreciated the kindness of their lady friends. bbox=[421, 453, 557, 498]
article-paragraph: The House resumed at 7.30 p.m. bbox=[983, 711, 1064, 719]
article-subheading: VICTORIA. bbox=[888, 542, 924, 550]
article-paragraph: "The employers throughout the Dominion thank you for your lengthy and explicit cablegram of the 2nd inst., which has had their careful consideration. This Committee desires now to make a quite clear to you that in cabling you our statement of the position it was not our intention to make your assistance or to provoke trouble on your side. We were aware, of course, that delegates from the Federation of Labour were with you, and we desired to prevent any misconception, and to meet any misrepresentations by placing before you a clear statement of the position, a statement which we have no hesitation in saying we are prepared to substantiate. The employers of the Dominion have decided that they cannot, and will not, retire from the position that has been forced upon them owing to the refusal of the Federation of Labour to recognise the binding force of agreements. bbox=[4, 117, 140, 244]
article-paragraph: The Union Company's collier Flora, which has been laid up in the stream for over a month, was brought in to No. 4 wharf at 1 p.m., and occupied the berth vacated by the Kini, which has finished discharging her cargo of timber. The Flora will start discharging this morning. The Kini will be sailing shortly. bbox=[282, 948, 418, 993]
article-paragraph: Mr P. H. Hickey, secretary of the Federation of Labour, left for Huntly this morning. Before his departure he said that the offer made by the Hon. W. M. Hughes on behalf of the Australian workers to the New Zealand employers was one which met with the entire approval of the executive of the United Federation of Labour. He commented briefly on the persistent manner in which employers in New Zealand referred to the "Federation of Labour." "The old Federation of Labour no longer existed, he said, but had been absorbed by the United Federation, which included Arbitration unions as well as non-Arbitration unions, and was in consequence the body to conserve the best interests of each." bbox=[4, 818, 140, 922]
article-paragraph: The Hon. W. H. HERRIES moved the second reading of the Rating Act Amendment Bill. He explained that the measure was mainly composed of recommendations of the local bodies' conference, and that it proposed to give local authorities power to levy rates for special purposes. He also mentioned that small grazing runs had been exempted from the operations of the Bill, and pastoral leases had been brought under it. bbox=[977, 730, 1113, 797]
article-paragraph: A fairly well attended meeting under the auspices of the labour party and representatives of the unions that are now striking, practically declared that the proposal of Mr Hughes is impossible at this stage. The president of the Trades Council explained that the Council was acting in the interests of the third party. The Council was the proper body to offer mediation, and perhaps was authorised to be an intermediary, if the unions agreed. The meeting on Sunday was not authorised. Members of several unions and prominent Red Fed. sympathisers attempted to dominate the assembly but failed to do so. bbox=[4, 693, 140, 783]
article-paragraph: The bitter feelings of resentment which culminated in the attack upon Reeve have been rankling in the minds of the special constables for a long time, and the fact that a number of "specials" had engaged to work the Maheno across to Sydney made them keener in keeping with the professed creed of the I.W.W. What is said to have chiefly angered the "specials" is the allegation which Reeve is credited with having made in one of his street speeches, that the strikers should have gone into the country and "got their own" from the farmers. bbox=[560, 729, 696, 811]
section-divider bbox=[747, 111, 787, 112]
article-paragraph: Away from the waterfront matters in Lyttelton are very quiet and uneventful. The strikers and unemployed seamen and firemen continue to hold their meetings daily in the Oddfellows' Hall, whither they march in procession every morning. A number of the single men left Lyttelton yesterday to go into the strikers' camp. bbox=[421, 509, 557, 561]
article-paragraph: The reports as to the disbandment of the "specials" are entirely without foundation. The foot "specials" have been allowed to return to their homes and occupations in town, but they have not been disbanded, and are held ready for service. It is understood that a list of all the foot "specials" has been prepared for telephone exchange. On the signal being given, all the "specials" would be called on to the telephone, and would promptly mobilise at a pre-arranged rendezvous. bbox=[421, 814, 557, 889]
article-paragraph: The Hon. F. H. D. BELL moved the second reading of the Land Agents Act Amendment Bill, which he explained was designed to remove difficulties in the way of registration. bbox=[977, 477, 1113, 508]
article-paragraph: AUCKLAND, December 4. bbox=[566, 638, 636, 646]
article-paragraph: On resuming after supper, the Land Agents, Fire Brigades, Patent Designs, Railways Construction, Stamp Duties, Fruit Preserving Industry, Wanganui School Sites and Judicature Bills were reported from Committee, and read a third time and passed. bbox=[977, 617, 1113, 654]
article-headline: AT LYTTELTON. bbox=[314, 589, 386, 599]
article-headline: MR HICKEY'S VIEWS. bbox=[23, 787, 121, 798]
